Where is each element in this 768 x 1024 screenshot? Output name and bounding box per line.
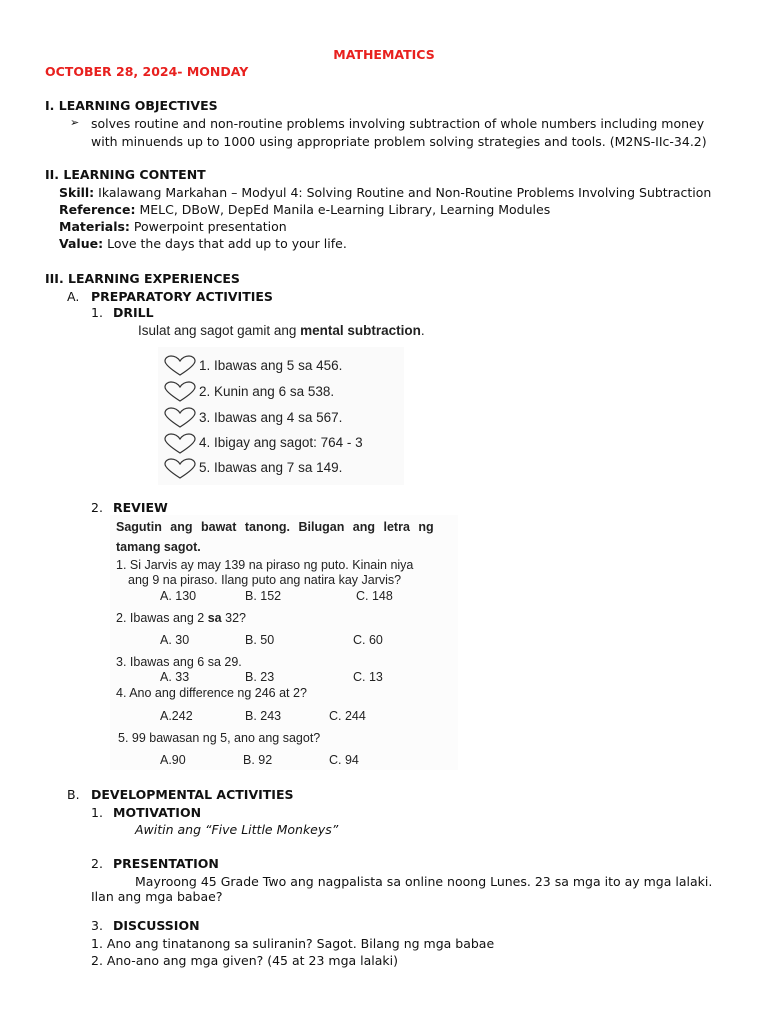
q5-option-c: C. 94: [329, 753, 359, 767]
q5-option-b: B. 92: [243, 753, 273, 767]
part-a-letter: A.: [67, 289, 80, 304]
reference-line: [59, 202, 550, 217]
drill-title: DRILL: [113, 305, 154, 320]
motivation-title: MOTIVATION: [113, 805, 202, 820]
drill-number: 1.: [91, 305, 103, 320]
heart-outline-icon: [163, 433, 197, 455]
value-value: Love the days that add up to your life.: [107, 236, 347, 251]
q3-option-b: B. 23: [245, 670, 275, 684]
materials-label: Materials:: [59, 219, 130, 234]
q1-option-a: A. 130: [160, 589, 197, 603]
presentation-number: 2.: [91, 856, 103, 871]
skill-label: Skill:: [59, 185, 95, 200]
question-2: [116, 611, 246, 625]
q3-option-a: A. 33: [160, 670, 190, 684]
q1-option-c: C. 148: [356, 589, 393, 603]
presentation-line-1: Mayroong 45 Grade Two ang nagpalista sa online noong Lunes. 23 sa mga ito ay mga lalaki.: [135, 874, 713, 889]
q4-option-c: C. 244: [329, 709, 366, 723]
drill-instruction: [138, 323, 425, 338]
drill-item-2: 2. Kunin ang 6 sa 538.: [199, 384, 335, 399]
experiences-heading: III. LEARNING EXPERIENCES: [45, 271, 240, 286]
q1-option-b: B. 152: [245, 589, 282, 603]
objectives-heading: I. LEARNING OBJECTIVES: [45, 98, 218, 113]
skill-value: Ikalawang Markahan – Modyul 4: Solving Routine and Non-Routine Problems Involving Subtraction: [98, 185, 712, 200]
review-title: REVIEW: [113, 500, 168, 515]
materials-value: Powerpoint presentation: [133, 219, 287, 234]
drill-item-3: 3. Ibawas ang 4 sa 567.: [199, 410, 343, 425]
objective-line-2: with minuends up to 1000 using appropriate problem solving strategies and tools. (M2NS-IIc-34.2): [91, 134, 707, 149]
part-b-letter: B.: [67, 787, 80, 802]
discussion-number: 3.: [91, 918, 103, 933]
drill-item-1: 1. Ibawas ang 5 sa 456.: [199, 358, 343, 373]
heart-outline-icon: [163, 407, 197, 429]
value-label: Value:: [59, 236, 104, 251]
part-a-title: PREPARATORY ACTIVITIES: [91, 289, 273, 304]
drill-instruction-text: Isulat ang sagot gamit ang: [138, 323, 301, 338]
heart-outline-icon: [163, 381, 197, 403]
q4-option-a: A.242: [160, 709, 193, 723]
heart-outline-icon: [163, 458, 197, 480]
review-instruction-1: Sagutin ang bawat tanong. Bilugan ang letra ng: [116, 520, 434, 534]
drill-instruction-bold: mental subtraction: [300, 323, 421, 338]
drill-item-5: 5. Ibawas ang 7 sa 149.: [199, 460, 343, 475]
q5-option-a: A.90: [160, 753, 186, 767]
skill-line: [59, 185, 711, 200]
lesson-date: OCTOBER 28, 2024- MONDAY: [45, 64, 249, 79]
question-1-line-2: ang 9 na piraso. Ilang puto ang natira kay Jarvis?: [128, 573, 402, 587]
presentation-title: PRESENTATION: [113, 856, 219, 871]
drill-instruction-end: .: [420, 323, 425, 338]
discussion-title: DISCUSSION: [113, 918, 200, 933]
document-title: MATHEMATICS: [333, 47, 435, 62]
reference-value: MELC, DBoW, DepEd Manila e-Learning Library, Learning Modules: [139, 202, 551, 217]
q2-text-pre: 2. Ibawas ang 2: [116, 611, 208, 625]
content-heading: II. LEARNING CONTENT: [45, 167, 206, 182]
question-3: 3. Ibawas ang 6 sa 29.: [116, 655, 242, 669]
heart-outline-icon: [163, 355, 197, 377]
arrow-bullet-icon: ➢: [70, 116, 80, 129]
q3-option-c: C. 13: [353, 670, 383, 684]
reference-label: Reference:: [59, 202, 136, 217]
question-4: 4. Ano ang difference ng 246 at 2?: [116, 686, 307, 700]
discussion-item-1: 1. Ano ang tinatanong sa suliranin? Sagot. Bilang ng mga babae: [91, 936, 495, 951]
question-1-line-1: 1. Si Jarvis ay may 139 na piraso ng puto. Kinain niya: [116, 558, 414, 572]
motivation-text: Awitin ang “Five Little Monkeys”: [135, 822, 339, 837]
q2-text-post: 32?: [221, 611, 246, 625]
review-number: 2.: [91, 500, 103, 515]
discussion-item-2: 2. Ano-ano ang mga given? (45 at 23 mga lalaki): [91, 953, 398, 968]
part-b-title: DEVELOPMENTAL ACTIVITIES: [91, 787, 294, 802]
objective-line-1: solves routine and non-routine problems involving subtraction of whole numbers including money: [91, 116, 705, 131]
materials-line: [59, 219, 287, 234]
question-5: 5. 99 bawasan ng 5, ano ang sagot?: [118, 731, 321, 745]
presentation-line-2: Ilan ang mga babae?: [91, 889, 223, 904]
q4-option-b: B. 243: [245, 709, 282, 723]
q2-option-a: A. 30: [160, 633, 190, 647]
q2-option-c: C. 60: [353, 633, 383, 647]
review-instruction-2: tamang sagot.: [116, 540, 201, 554]
motivation-number: 1.: [91, 805, 103, 820]
q2-text-bold: sa: [207, 611, 222, 625]
q2-option-b: B. 50: [245, 633, 275, 647]
value-line: [59, 236, 347, 251]
drill-item-4: 4. Ibigay ang sagot: 764 - 3: [199, 435, 363, 450]
